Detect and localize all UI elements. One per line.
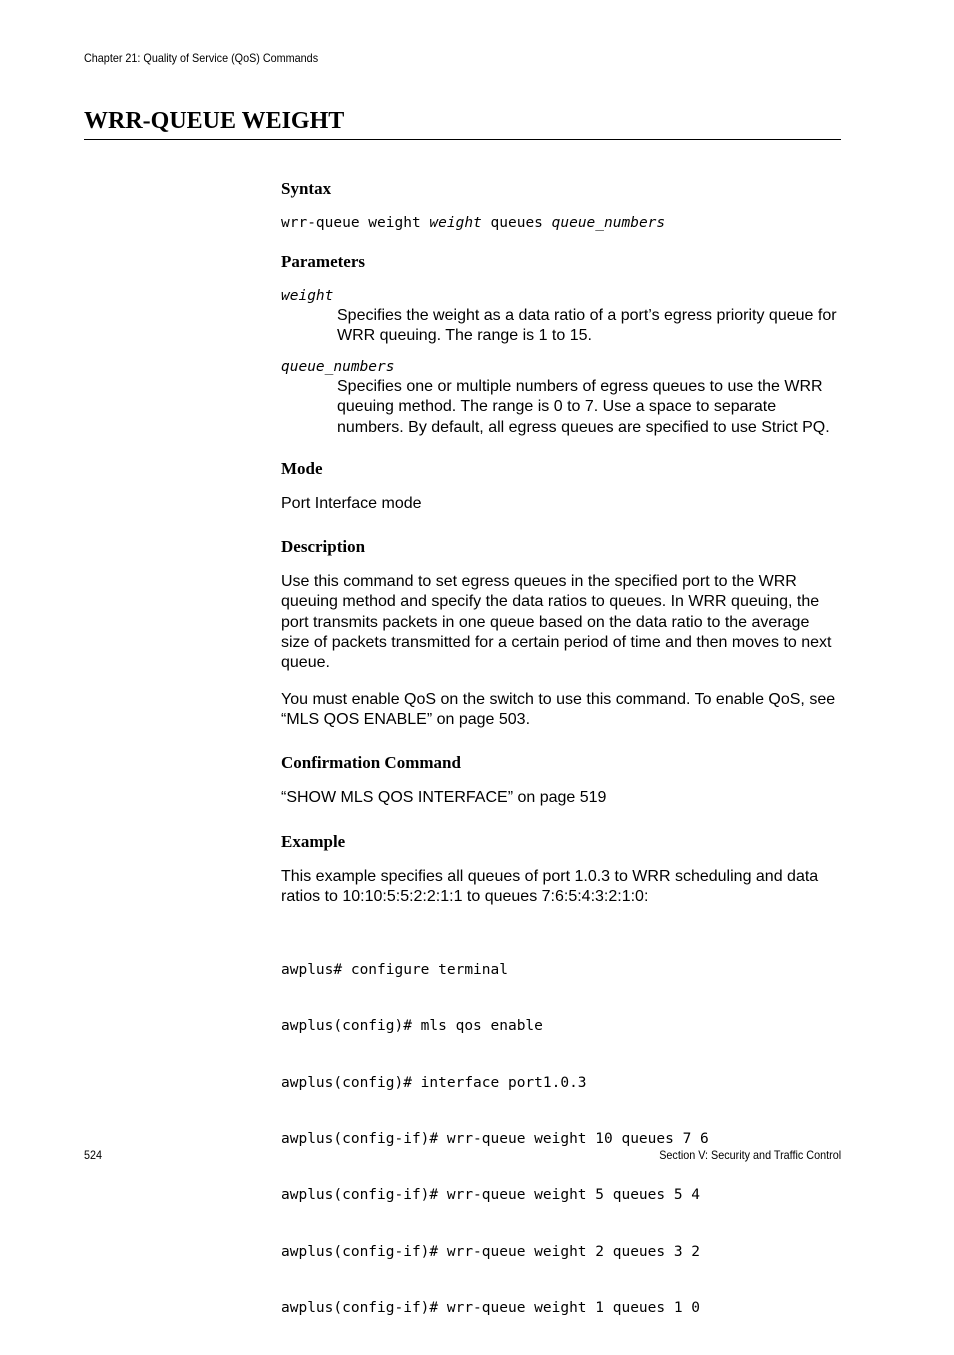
param-description-queue-numbers: Specifies one or multiple numbers of egress queues to use the WRR queuing method. The range is 0 to 7. Use a space to separate numbers. By default, all egress queues are specified to use Strict PQ. (337, 377, 830, 436)
param-name-weight: weight (281, 287, 334, 304)
code-line: awplus(config-if)# wrr-queue weight 5 queues 5 4 (281, 1187, 701, 1204)
description-paragraph-1: Use this command to set egress queues in the specified port to the WRR queuing method and specify the data ratios to queues. In WRR queuing, the port transmits packets in one queue based on the data ratio to the average size of packets transmitted for a certain period of time and then moves to next queue. (281, 573, 832, 672)
main-content (281, 178, 841, 1355)
param-name-queue-numbers: queue_numbers (281, 359, 395, 376)
syntax-arg-queue-numbers: queue_numbers (551, 215, 666, 231)
code-line: awplus# configure terminal (281, 961, 508, 978)
syntax-arg-weight: weight (429, 215, 482, 231)
page-number: 524 (84, 1148, 103, 1162)
syntax-command: wrr-queue weight (281, 215, 430, 231)
code-block (281, 923, 841, 1355)
example-heading: Example (281, 831, 346, 851)
description-paragraph-2: You must enable QoS on the switch to use this command. To enable QoS, see “MLS QOS ENABLE” on page 503. (281, 690, 836, 728)
mode-text: Port Interface mode (281, 494, 422, 512)
description-section (281, 536, 841, 730)
syntax-keyword-queues: queues (481, 215, 552, 231)
syntax-line (281, 214, 841, 233)
confirmation-section (281, 752, 841, 808)
running-footer-section: Section V: Security and Traffic Control (659, 1148, 841, 1162)
syntax-section (281, 178, 841, 233)
mode-heading: Mode (281, 458, 323, 478)
confirmation-link-text: “SHOW MLS QOS INTERFACE” on page 519 (281, 789, 607, 807)
code-line: awplus(config-if)# wrr-queue weight 10 queues 7 6 (281, 1130, 709, 1147)
confirmation-heading: Confirmation Command (281, 753, 461, 773)
example-section (281, 831, 841, 1355)
param-description-weight: Specifies the weight as a data ratio of a port’s egress priority queue for WRR queuing. The range is 1 to 15. (337, 306, 837, 344)
parameters-section (281, 251, 841, 438)
parameters-heading: Parameters (281, 251, 366, 271)
code-line: awplus(config-if)# wrr-queue weight 1 queues 1 0 (281, 1300, 701, 1317)
code-line: awplus(config)# mls qos enable (281, 1018, 543, 1035)
example-intro: This example specifies all queues of port 1.0.3 to WRR scheduling and data ratios to 10:10:5:5:2:2:1:1 to queues 7:6:5:4:3:2:1:0: (281, 867, 819, 905)
mode-section (281, 458, 841, 514)
syntax-heading: Syntax (281, 179, 332, 198)
description-heading: Description (281, 537, 366, 557)
code-line: awplus(config)# interface port1.0.3 (281, 1074, 587, 1091)
page-title: WRR-QUEUE WEIGHT (84, 105, 841, 140)
code-line: awplus(config-if)# wrr-queue weight 2 queues 3 2 (281, 1243, 701, 1260)
running-header: Chapter 21: Quality of Service (QoS) Commands (84, 51, 319, 65)
